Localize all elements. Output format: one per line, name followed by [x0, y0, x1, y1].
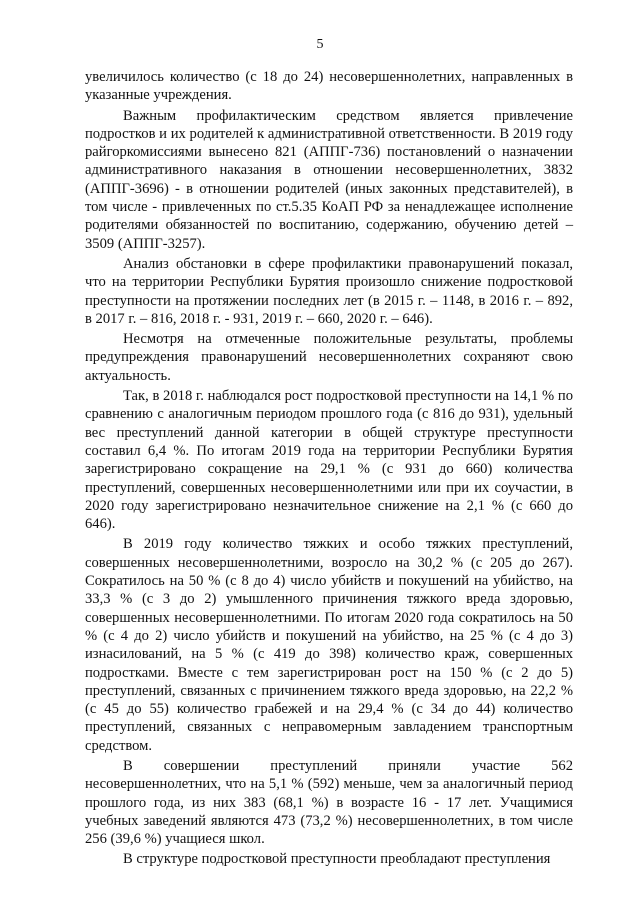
- paragraph-1: увеличилось количество (с 18 до 24) несовершеннолетних, направленных в указанные учреждения.: [85, 69, 573, 104]
- page-number: 5: [316, 37, 324, 52]
- paragraph-7: В совершении преступлений приняли участие 562 несовершеннолетних, что на 5,1 % (592) меньше, чем за аналогичный период прошлого года, из них 383 (68,1 %) в возрасте 16 - 17 лет. Учащимися учебных заведений являются 473 (73,2 %) несовершеннолетних, в том числе 256 (39,6 %) учащиеся школ.: [85, 757, 573, 848]
- paragraph-3: Анализ обстановки в сфере профилактики правонарушений показал, что на территории Республики Бурятия произошло снижение подростковой преступности на протяжении последних лет (в 2015 г. – 1148, в 2016 г. – 892, в 2017 г. – 816, 2018 г. - 931, 2019 г. – 660, 2020 г. – 646).: [85, 255, 573, 327]
- body-text: [85, 68, 573, 869]
- paragraph-6: В 2019 году количество тяжких и особо тяжких преступлений, совершенных несовершеннолетними, возросло на 30,2 % (с 205 до 267). Сократилось на 50 % (с 8 до 4) число убийств и покушений на убийство, на 33,3 % (с 3 до 2) умышленного причинения тяжкого вреда здоровью, совершенных несовершеннолетними. По итогам 2020 года сократилось на 50 % (с 4 до 2) число убийств и покушений на убийство, на 25 % (с 4 до 3) изнасилований, на 5 % (с 419 до 398) количество краж, совершенных подростками. Вместе с тем зарегистрирован рост на 150 % (с 2 до 5) преступлений, связанных с причинением тяжкого вреда здоровью, на 22,2 % (с 45 до 55) количество грабежей и на 29,4 % (с 34 до 44) количество преступлений, связанных с неправомерным завладением транспортным средством.: [85, 536, 573, 754]
- paragraph-5: Так, в 2018 г. наблюдался рост подростковой преступности на 14,1 % по сравнению с аналогичным периодом прошлого года (с 816 до 931), удельный вес преступлений данной категории в общей структуре преступности составил 6,4 %. По итогам 2019 года на территории Республики Бурятия зарегистрировано сокращение на 29,1 % (с 931 до 660) количества преступлений, совершенных несовершеннолетними или при их соучастии, в 2020 году зарегистрировано незначительное снижение на 2,1 % (с 660 до 646).: [85, 388, 573, 533]
- paragraph-2: Важным профилактическим средством является привлечение подростков и их родителей к административной ответственности. В 2019 году райгоркомиссиями вынесено 821 (АППГ-736) постановлений о назначении административного наказания в отношении несовершеннолетних, 3832 (АППГ-3696) - в отношении родителей (иных законных представителей), в том числе - привлеченных по ст.5.35 КоАП РФ за ненадлежащее исполнение родителями обязанностей по воспитанию, содержанию, обучению детей – 3509 (АППГ-3257).: [85, 107, 573, 252]
- paragraph-8: В структуре подростковой преступности преобладают преступления: [123, 851, 551, 868]
- paragraph-4: Несмотря на отмеченные положительные результаты, проблемы предупреждения правонарушений несовершеннолетних сохраняют свою актуальность.: [85, 331, 573, 384]
